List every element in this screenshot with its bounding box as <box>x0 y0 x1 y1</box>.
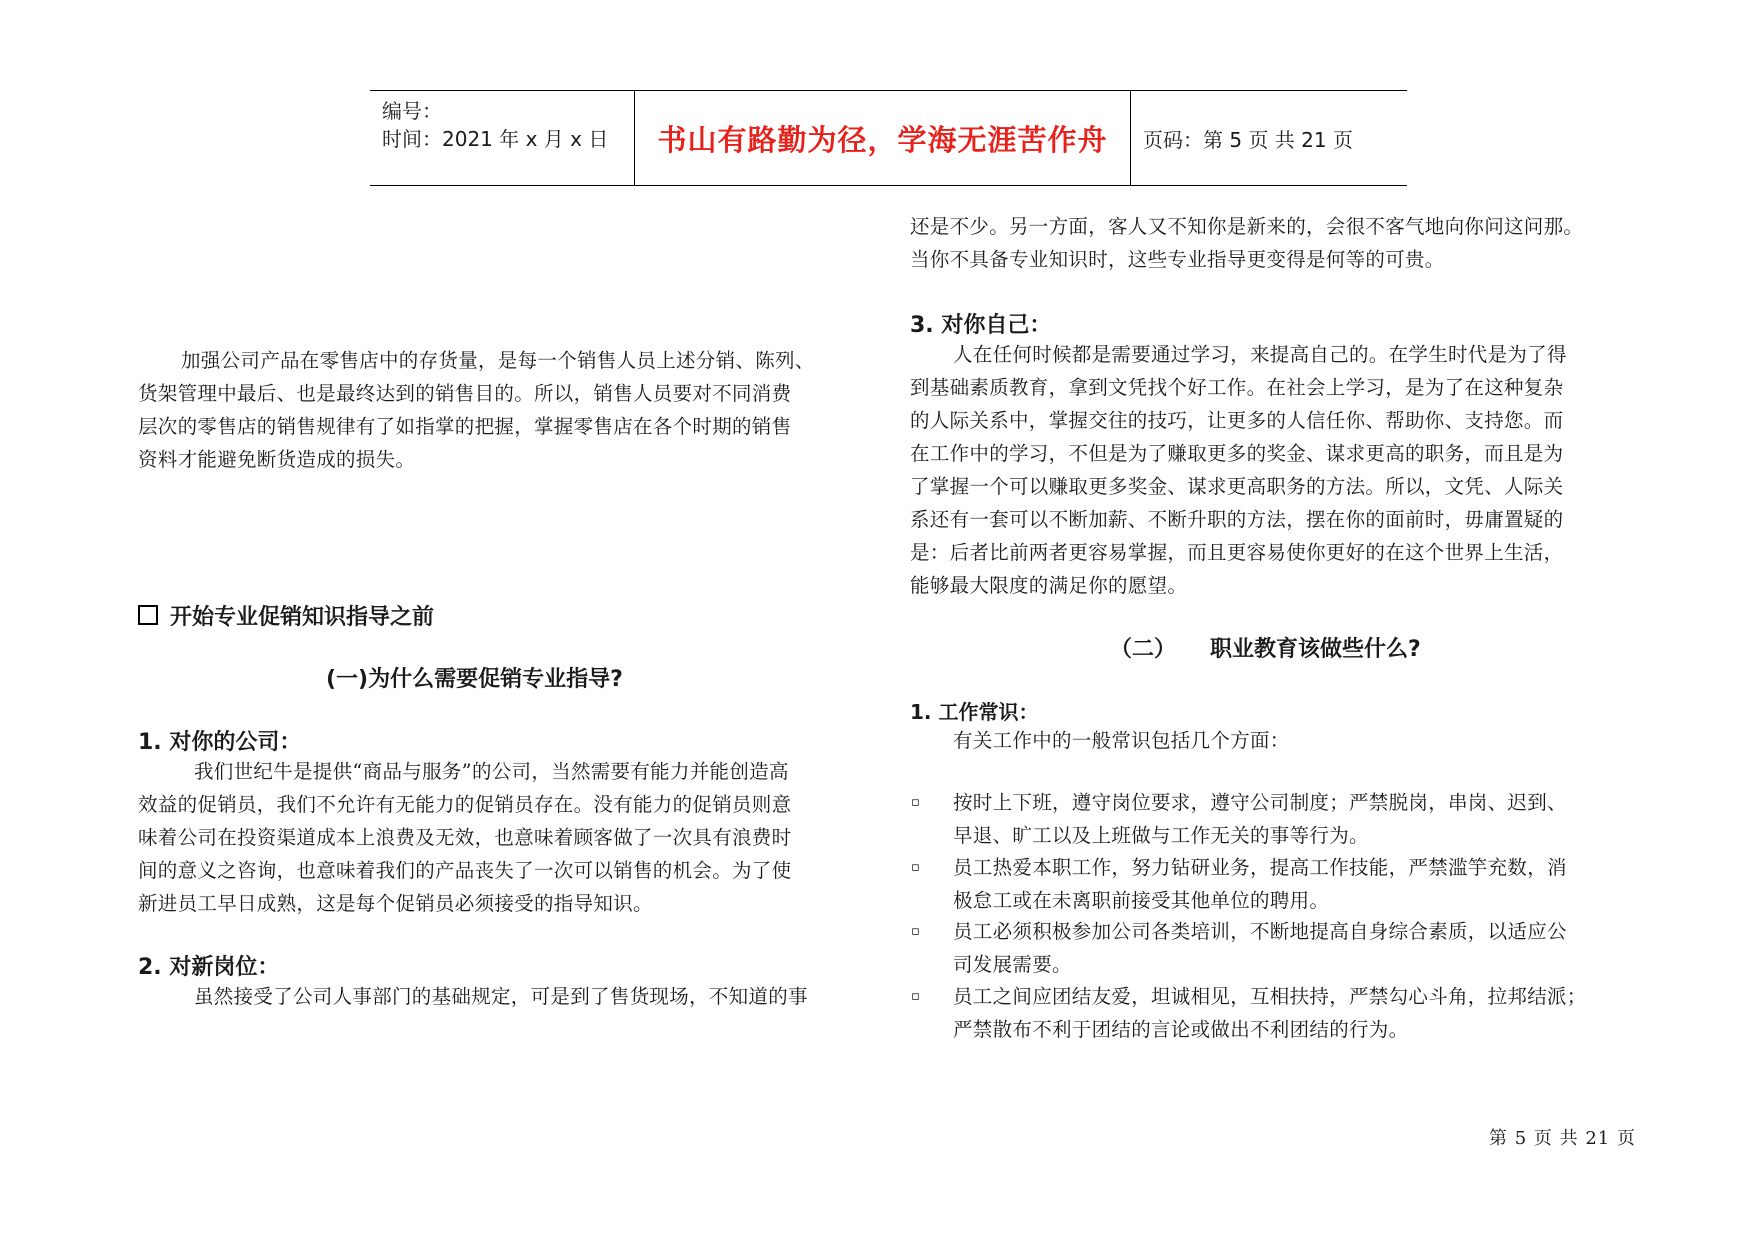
list-item-text <box>953 851 1567 917</box>
text-line: 员工必须积极参加公司各类培训，不断地提高自身综合素质，以适应公 <box>953 920 1567 943</box>
heading-work-common: 1. 工作常识： <box>910 700 1039 724</box>
number-label: 编号： <box>382 99 442 123</box>
subsection-title-2 <box>1110 632 1421 663</box>
text-line: 司发展需要。 <box>953 953 1072 976</box>
list-item-text <box>953 786 1567 852</box>
bullet-icon: ▫ <box>911 860 920 875</box>
text-line: 是：后者比前两者更容易掌握，而且更容易使你更好的在这个世界上生活， <box>910 541 1564 564</box>
text-line: 早退、旷工以及上班做与工作无关的事等行为。 <box>953 824 1369 847</box>
text-line: 员工热爱本职工作，努力钻研业务，提高工作技能，严禁滥竽充数，消 <box>953 856 1567 879</box>
header-info-cell <box>370 91 635 185</box>
page-header <box>370 90 1407 186</box>
continued-paragraph <box>910 210 1583 276</box>
text-line: 新进员工早日成熟，这是每个促销员必须接受的指导知识。 <box>138 892 653 915</box>
yourself-paragraph <box>910 338 1567 602</box>
header-page-number: 页码：第 5 页 共 21 页 <box>1143 127 1353 152</box>
text-line: 员工之间应团结友爱，坦诚相见，互相扶持，严禁勾心斗角，拉邦结派； <box>953 985 1587 1008</box>
text-line: 资料才能避免断货造成的损失。 <box>138 448 416 471</box>
text-line: 层次的零售店的销售规律有了如指掌的把握，掌握零售店在各个时期的销售 <box>138 415 792 438</box>
page-footer: 第 5 页 共 21 页 <box>1489 1128 1636 1149</box>
bullet-icon: ▫ <box>911 924 920 939</box>
motto: 书山有路勤为径，学海无涯苦作舟 <box>657 122 1108 157</box>
new-post-paragraph <box>138 980 808 1013</box>
section-title <box>138 600 434 631</box>
list-item-text <box>953 980 1587 1046</box>
time-label: 时间：2021 年 x 月 x 日 <box>382 127 609 151</box>
text-line: 了掌握一个可以赚取更多奖金、谋求更高职务的方法。所以，文凭、人际关 <box>910 475 1564 498</box>
text-line: 在工作中的学习，不但是为了赚取更多的奖金、谋求更高的职务，而且是为 <box>910 442 1564 465</box>
text-line: 还是不少。另一方面，客人又不知你是新来的，会很不客气地向你问这问那。 <box>910 215 1584 238</box>
text-line: 的人际关系中，掌握交往的技巧，让更多的人信任你、帮助你、支持您。而 <box>910 409 1564 432</box>
heading-yourself: 3. 对你自己： <box>910 313 1052 338</box>
common-intro: 有关工作中的一般常识包括几个方面： <box>953 729 1290 752</box>
section-title-text: 开始专业促销知识指导之前 <box>170 605 435 630</box>
bullet-icon: ▫ <box>911 795 920 810</box>
text-line: 当你不具备专业知识时，这些专业指导更变得是何等的可贵。 <box>910 248 1445 271</box>
header-page-cell <box>1131 91 1407 185</box>
text-line: 效益的促销员，我们不允许有无能力的促销员存在。没有能力的促销员则意 <box>138 793 792 816</box>
text-line: 我们世纪牛是提供“商品与服务”的公司，当然需要有能力并能创造高 <box>194 760 789 783</box>
text-line: 能够最大限度的满足你的愿望。 <box>910 574 1188 597</box>
subsection-number: （二） <box>1110 637 1177 662</box>
subsection-text: 职业教育该做些什么? <box>1210 637 1421 662</box>
text-line: 到基础素质教育，拿到文凭找个好工作。在社会上学习，是为了在这种复杂 <box>910 376 1564 399</box>
text-line: 极怠工或在未离职前接受其他单位的聘用。 <box>953 889 1330 912</box>
text-line: 人在任何时候都是需要通过学习，来提高自己的。在学生时代是为了得 <box>953 343 1567 366</box>
text-line: 严禁散布不利于团结的言论或做出不利团结的行为。 <box>953 1018 1409 1041</box>
checkbox-icon <box>138 605 158 625</box>
list-item-text <box>953 915 1567 981</box>
text-line: 按时上下班，遵守岗位要求，遵守公司制度；严禁脱岗，串岗、迟到、 <box>953 791 1567 814</box>
company-paragraph <box>138 755 791 920</box>
intro-paragraph <box>138 344 815 476</box>
subsection-title: (一)为什么需要促销专业指导? <box>326 667 623 692</box>
text-line: 货架管理中最后、也是最终达到的销售目的。所以，销售人员要对不同消费 <box>138 382 792 405</box>
text-line: 间的意义之咨询，也意味着我们的产品丧失了一次可以销售的机会。为了使 <box>138 859 792 882</box>
heading-new-post: 2. 对新岗位： <box>138 955 280 980</box>
header-motto-cell <box>635 91 1131 185</box>
text-line: 系还有一套可以不断加薪、不断升职的方法，摆在你的面前时，毋庸置疑的 <box>910 508 1564 531</box>
text-line: 加强公司产品在零售店中的存货量，是每一个销售人员上述分销、陈列、 <box>181 349 815 372</box>
bullet-icon: ▫ <box>911 989 920 1004</box>
heading-company: 1. 对你的公司： <box>138 730 302 755</box>
text-line: 味着公司在投资渠道成本上浪费及无效，也意味着顾客做了一次具有浪费时 <box>138 826 792 849</box>
text-line: 虽然接受了公司人事部门的基础规定，可是到了售货现场，不知道的事 <box>194 985 808 1008</box>
